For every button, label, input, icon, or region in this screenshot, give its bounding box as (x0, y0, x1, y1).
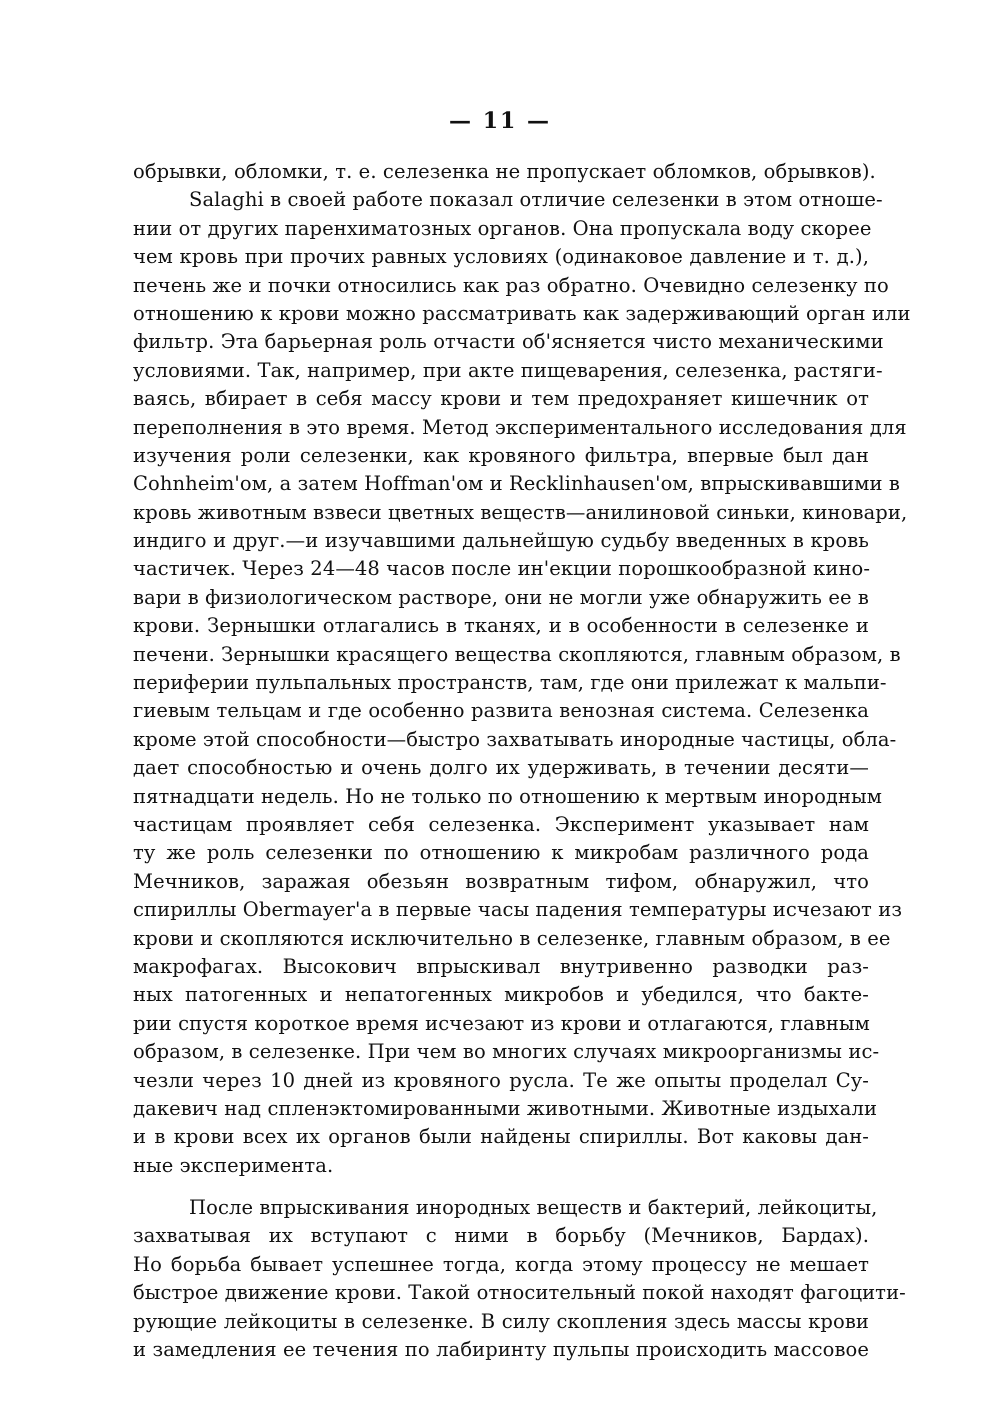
text-line: дакевич над спленэктомированными животными. Животные издыхали (133, 1096, 878, 1120)
text-line: вари в физиологическом растворе, они не могли уже обнаружить ее в (133, 585, 869, 609)
body-text (133, 158, 911, 1364)
text-line: изучения роли селезенки, как кровяного фильтра, впервые был дан (133, 443, 869, 467)
text-line: чем кровь при прочих равных условиях (одинаковое давление и т. д.), (133, 245, 869, 269)
text-line: ные эксперимента. (133, 1153, 334, 1177)
text-line: спириллы Obermayer'а в первые часы падения температуры исчезают из (133, 898, 903, 922)
text-line: ваясь, вбирает в себя массу крови и тем предохраняет кишечник от (133, 387, 869, 411)
text-line: гиевым тельцам и где особенно развита венозная система. Селезенка (133, 699, 869, 723)
text-line: рии спустя короткое время исчезают из крови и отлагаются, главным (133, 1011, 870, 1035)
text-line: ту же роль селезенки по отношению к микробам различного рода (133, 841, 869, 865)
text-line: быстрое движение крови. Такой относительный покой находят фагоцити- (133, 1281, 906, 1305)
text-line: пятнадцати недель. Но не только по отношению к мертвым инородным (133, 784, 882, 808)
text-line: печень же и почки относились как раз обратно. Очевидно селезенку по (133, 273, 889, 297)
paragraph-gap (133, 1180, 869, 1194)
text-line: образом, в селезенке. При чем во многих случаях микроорганизмы ис- (133, 1040, 880, 1064)
text-line: макрофагах. Высокович впрыскивал внутривенно разводки раз- (133, 954, 869, 978)
text-line: частичек. Через 24—48 часов после ин'екции порошкообразной кино- (133, 557, 871, 581)
text-line: Но борьба бывает успешнее тогда, когда этому процессу не мешает (133, 1252, 869, 1276)
text-line: фильтр. Эта барьерная роль отчасти об'ясняется чисто механическими (133, 330, 884, 354)
text-line: и замедления ее течения по лабиринту пульпы происходить массовое (133, 1338, 869, 1362)
text-line: частицам проявляет себя селезенка. Эксперимент указывает нам (133, 812, 869, 836)
text-line: крови. Зернышки отлагались в тканях, и в особенности в селезенке и (133, 614, 869, 638)
text-line: дает способностью и очень долго их удерживать, в течении десяти— (133, 756, 869, 780)
text-line: кроме этой способности—быстро захватывать инородные частицы, обла- (133, 727, 897, 751)
text-line: захватывая их вступают с ними в борьбу (Мечников, Бардах). (133, 1224, 869, 1248)
text-line: ных патогенных и непатогенных микробов и убедился, что бакте- (133, 983, 869, 1007)
text-line: рующие лейкоциты в селезенке. В силу скопления здесь массы крови (133, 1309, 869, 1333)
text-line: отношению к крови можно рассматривать как задерживающий орган или (133, 301, 911, 325)
text-line: кровь животным взвеси цветных веществ—анилиновой синьки, киновари, (133, 500, 908, 524)
text-line: печени. Зернышки красящего вещества скопляются, главным образом, в (133, 642, 901, 666)
text-line: крови и скопляются исключительно в селезенке, главным образом, в ее (133, 926, 891, 950)
text-line: чезли через 10 дней из кровяного русла. Те же опыты проделал Су- (133, 1068, 869, 1092)
text-line: После впрыскивания инородных веществ и бактерий, лейкоциты, (189, 1196, 878, 1220)
text-line: периферии пульпальных пространств, там, где они прилежат к мальпи- (133, 671, 887, 695)
text-line: Salaghi в своей работе показал отличие селезенки в этом отноше- (189, 188, 883, 212)
text-line: обрывки, обломки, т. е. селезенка не пропускает обломков, обрывков). (133, 160, 876, 183)
page-number: — 11 — (449, 108, 551, 134)
text-line: условиями. Так, например, при акте пищеварения, селезенка, растяги- (133, 358, 883, 382)
text-line: Cohnheim'ом, а затем Hoffman'ом и Recklinhausen'ом, впрыскивавшими в (133, 472, 901, 496)
text-line: и в крови всех их органов были найдены спириллы. Вот каковы дан- (133, 1125, 869, 1149)
text-line: индиго и друг.—и изучавшими дальнейшую судьбу введенных в кровь (133, 529, 869, 553)
text-line: нии от других паренхиматозных органов. Она пропускала воду скорее (133, 216, 872, 240)
text-line: переполнения в это время. Метод экспериментального исследования для (133, 415, 907, 439)
text-line: Мечников, заражая обезьян возвратным тифом, обнаружил, что (133, 869, 869, 893)
